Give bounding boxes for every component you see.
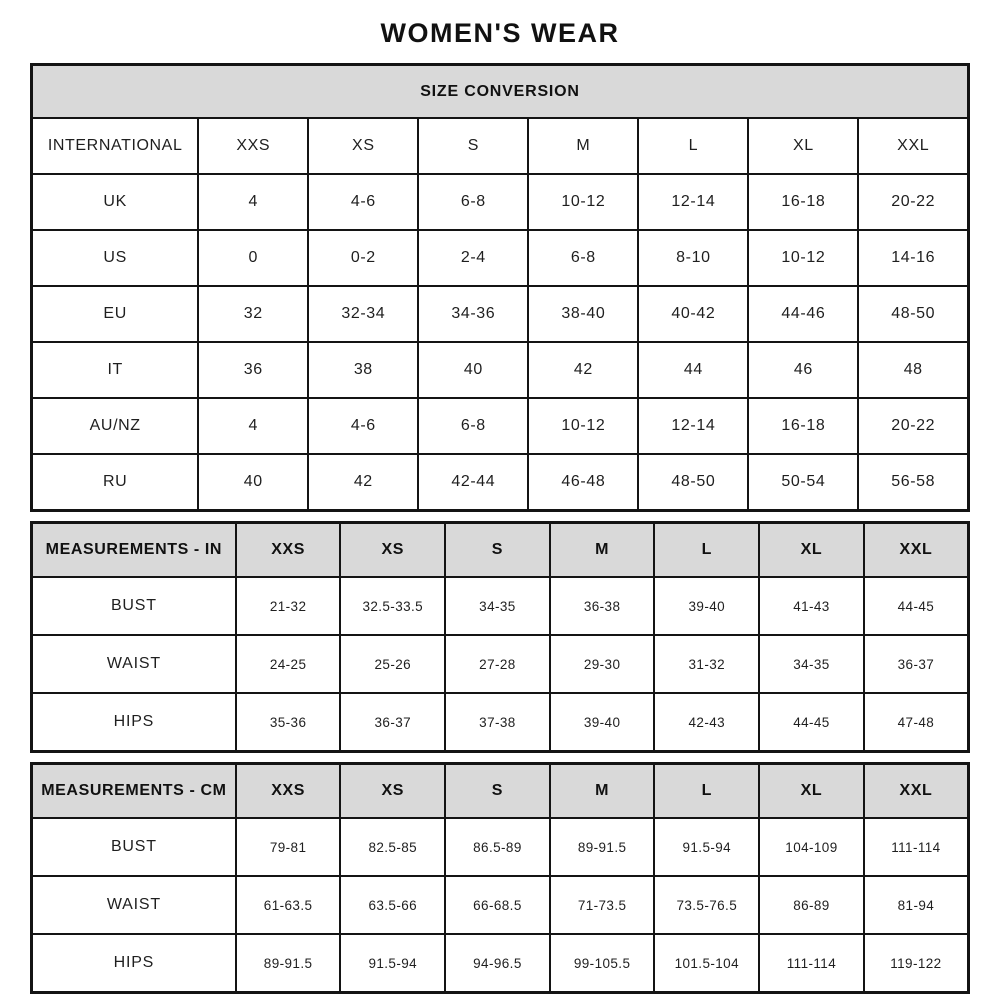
- table-row: [32, 342, 969, 398]
- measurement-cell: 47-48: [864, 693, 969, 752]
- measurement-cell: 61-63.5: [236, 876, 341, 934]
- size-cell: 40: [198, 454, 308, 511]
- table-row: [32, 174, 969, 230]
- measurement-cell: 32.5-33.5: [340, 577, 445, 635]
- column-header: XL: [759, 523, 864, 578]
- size-cell: 40: [418, 342, 528, 398]
- column-header-row: [32, 118, 969, 174]
- column-header: XXS: [198, 118, 308, 174]
- measurement-cell: 89-91.5: [236, 934, 341, 993]
- column-header: S: [445, 523, 550, 578]
- row-label: HIPS: [32, 693, 236, 752]
- row-label: AU/NZ: [32, 398, 199, 454]
- row-label: WAIST: [32, 635, 236, 693]
- size-cell: 44: [638, 342, 748, 398]
- column-header: XXL: [858, 118, 968, 174]
- measurement-cell: 37-38: [445, 693, 550, 752]
- measurement-cell: 86.5-89: [445, 818, 550, 876]
- table-row: [32, 934, 969, 993]
- column-header: XS: [308, 118, 418, 174]
- size-cell: 48-50: [638, 454, 748, 511]
- measurement-cell: 34-35: [759, 635, 864, 693]
- table-row: [32, 693, 969, 752]
- size-cell: 4-6: [308, 398, 418, 454]
- row-label: BUST: [32, 818, 236, 876]
- size-cell: 16-18: [748, 398, 858, 454]
- size-cell: 2-4: [418, 230, 528, 286]
- column-header: XL: [759, 764, 864, 819]
- size-cell: 12-14: [638, 398, 748, 454]
- measurements-header: MEASUREMENTS - IN: [32, 523, 236, 578]
- size-cell: 6-8: [528, 230, 638, 286]
- size-cell: 44-46: [748, 286, 858, 342]
- column-header: S: [418, 118, 528, 174]
- column-header: XXS: [236, 764, 341, 819]
- column-header: M: [528, 118, 638, 174]
- measurement-cell: 36-37: [864, 635, 969, 693]
- page-title: WOMEN'S WEAR: [380, 18, 620, 48]
- row-label: IT: [32, 342, 199, 398]
- measurement-cell: 94-96.5: [445, 934, 550, 993]
- size-cell: 16-18: [748, 174, 858, 230]
- measurement-cell: 111-114: [864, 818, 969, 876]
- size-cell: 20-22: [858, 174, 968, 230]
- table-row: [32, 286, 969, 342]
- size-cell: 32: [198, 286, 308, 342]
- measurement-cell: 44-45: [759, 693, 864, 752]
- size-conversion-banner-row: [32, 65, 969, 119]
- size-cell: 42-44: [418, 454, 528, 511]
- measurement-cell: 41-43: [759, 577, 864, 635]
- row-label: EU: [32, 286, 199, 342]
- table-row: [32, 577, 969, 635]
- size-cell: 0: [198, 230, 308, 286]
- row-label: UK: [32, 174, 199, 230]
- measurement-cell: 81-94: [864, 876, 969, 934]
- measurement-cell: 71-73.5: [550, 876, 655, 934]
- size-cell: 42: [308, 454, 418, 511]
- size-cell: 32-34: [308, 286, 418, 342]
- measurement-cell: 42-43: [654, 693, 759, 752]
- measurements-header-row: [32, 523, 969, 578]
- column-header: L: [654, 764, 759, 819]
- column-header: XS: [340, 764, 445, 819]
- measurements-in-table: [30, 521, 970, 753]
- row-label: INTERNATIONAL: [32, 118, 199, 174]
- row-label: HIPS: [32, 934, 236, 993]
- size-cell: 46: [748, 342, 858, 398]
- measurement-cell: 44-45: [864, 577, 969, 635]
- measurement-cell: 119-122: [864, 934, 969, 993]
- size-cell: 20-22: [858, 398, 968, 454]
- measurement-cell: 31-32: [654, 635, 759, 693]
- row-label: RU: [32, 454, 199, 511]
- size-cell: 4: [198, 398, 308, 454]
- size-cell: 42: [528, 342, 638, 398]
- column-header: L: [638, 118, 748, 174]
- measurement-cell: 66-68.5: [445, 876, 550, 934]
- row-label: US: [32, 230, 199, 286]
- column-header: XXL: [864, 764, 969, 819]
- measurement-cell: 104-109: [759, 818, 864, 876]
- size-cell: 10-12: [528, 174, 638, 230]
- measurement-cell: 21-32: [236, 577, 341, 635]
- column-header: XXS: [236, 523, 341, 578]
- size-cell: 38-40: [528, 286, 638, 342]
- size-cell: 14-16: [858, 230, 968, 286]
- size-cell: 4-6: [308, 174, 418, 230]
- table-row: [32, 454, 969, 511]
- size-cell: 6-8: [418, 398, 528, 454]
- measurement-cell: 29-30: [550, 635, 655, 693]
- size-conversion-header: SIZE CONVERSION: [32, 65, 969, 119]
- column-header: XL: [748, 118, 858, 174]
- size-cell: 12-14: [638, 174, 748, 230]
- measurement-cell: 91.5-94: [654, 818, 759, 876]
- measurement-cell: 25-26: [340, 635, 445, 693]
- row-label: WAIST: [32, 876, 236, 934]
- measurement-cell: 73.5-76.5: [654, 876, 759, 934]
- size-conversion-table: [30, 63, 970, 512]
- measurement-cell: 79-81: [236, 818, 341, 876]
- measurements-cm-table: [30, 762, 970, 994]
- size-cell: 40-42: [638, 286, 748, 342]
- size-cell: 10-12: [528, 398, 638, 454]
- row-label: BUST: [32, 577, 236, 635]
- size-cell: 38: [308, 342, 418, 398]
- measurement-cell: 82.5-85: [340, 818, 445, 876]
- measurement-cell: 24-25: [236, 635, 341, 693]
- measurements-header: MEASUREMENTS - CM: [32, 764, 236, 819]
- measurements-header-row: [32, 764, 969, 819]
- measurement-cell: 86-89: [759, 876, 864, 934]
- size-cell: 10-12: [748, 230, 858, 286]
- measurement-cell: 89-91.5: [550, 818, 655, 876]
- measurement-cell: 34-35: [445, 577, 550, 635]
- table-row: [32, 230, 969, 286]
- table-row: [32, 876, 969, 934]
- table-row: [32, 398, 969, 454]
- measurement-cell: 99-105.5: [550, 934, 655, 993]
- size-cell: 8-10: [638, 230, 748, 286]
- measurement-cell: 91.5-94: [340, 934, 445, 993]
- column-header: XXL: [864, 523, 969, 578]
- measurement-cell: 101.5-104: [654, 934, 759, 993]
- size-cell: 46-48: [528, 454, 638, 511]
- column-header: M: [550, 523, 655, 578]
- measurement-cell: 36-38: [550, 577, 655, 635]
- size-cell: 0-2: [308, 230, 418, 286]
- size-cell: 48-50: [858, 286, 968, 342]
- size-cell: 50-54: [748, 454, 858, 511]
- column-header: L: [654, 523, 759, 578]
- size-cell: 56-58: [858, 454, 968, 511]
- measurement-cell: 39-40: [550, 693, 655, 752]
- column-header: S: [445, 764, 550, 819]
- table-row: [32, 635, 969, 693]
- measurement-cell: 36-37: [340, 693, 445, 752]
- size-cell: 4: [198, 174, 308, 230]
- size-cell: 6-8: [418, 174, 528, 230]
- size-cell: 34-36: [418, 286, 528, 342]
- measurement-cell: 111-114: [759, 934, 864, 993]
- measurement-cell: 63.5-66: [340, 876, 445, 934]
- measurement-cell: 39-40: [654, 577, 759, 635]
- column-header: M: [550, 764, 655, 819]
- table-row: [32, 818, 969, 876]
- measurement-cell: 35-36: [236, 693, 341, 752]
- column-header: XS: [340, 523, 445, 578]
- size-cell: 36: [198, 342, 308, 398]
- size-cell: 48: [858, 342, 968, 398]
- measurement-cell: 27-28: [445, 635, 550, 693]
